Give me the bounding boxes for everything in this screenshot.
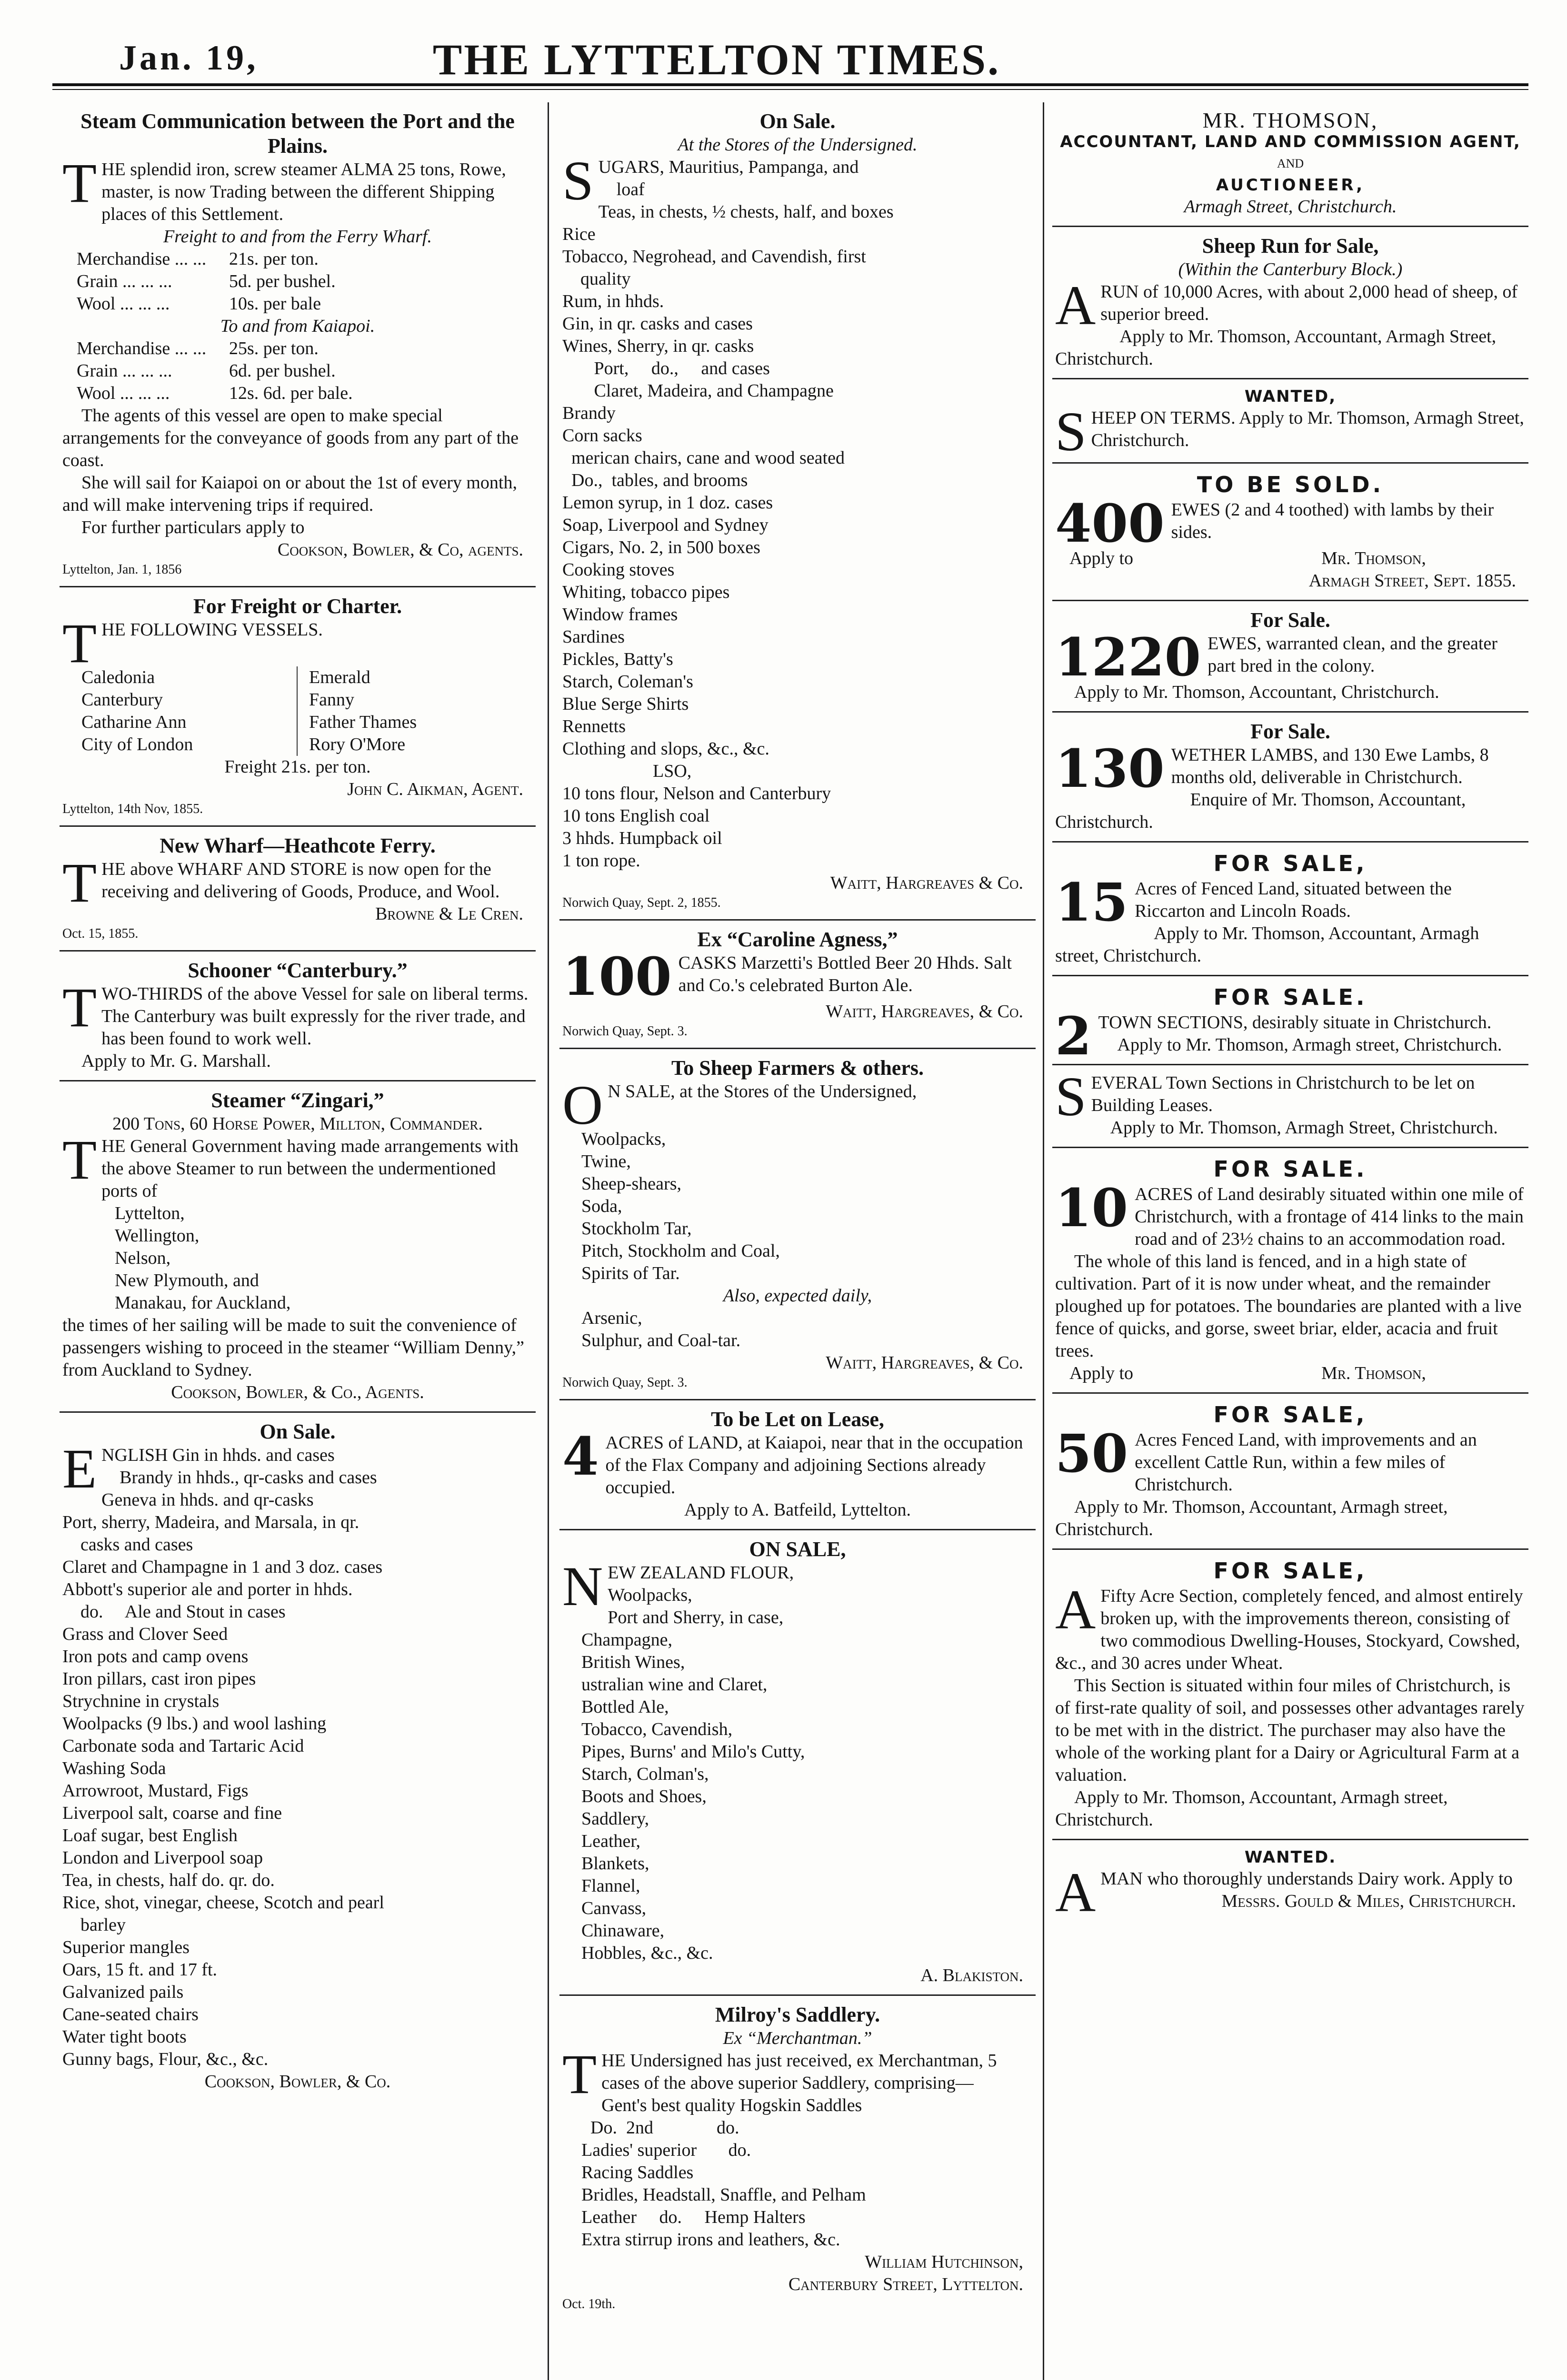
ad-signature: Cookson, Bowler, & Co., Agents.: [171, 1382, 424, 1402]
big-number: 400: [1055, 493, 1165, 554]
ad-mr-thomson: MR. THOMSON, ACCOUNTANT, LAND AND COMMISSION AGENT, AND AUCTIONEER, Armagh Street, Christchurch.: [1052, 102, 1528, 227]
ad-signature: Cookson, Bowler, & Co.: [204, 2072, 391, 2092]
ad-subheading: At the Stores of the Undersigned.: [678, 135, 918, 155]
ad-date: Norwich Quay, Sept. 3.: [562, 1375, 688, 1390]
goods-list: Woolpacks, Twine, Sheep-shears, Soda, Stockholm Tar, Pitch, Stockholm and Coal, Spirits of Tar.: [581, 1129, 780, 1283]
goods-list: UGARS, Mauritius, Pampanga, and loaf Teas, in chests, ½ chests, half, and boxes Rice Tobacco, Negrohead, and Cavendish, first quality Rum, in hhds. Gin, in qr. casks and cases Wines, Sherry, in qr. casks Port, do., and cases Claret, Madeira, and Champagne Brandy Corn sacks merican chairs, cane and wood seated Do., tables, and brooms Lemon syrup, in 1 doz. cases Soap, Liverpool and Sydney Cigars, No. 2, in 500 boxes Cooking stoves Whiting, tobacco pipes Window frames Sardines Pickles, Batty's Starch, Coleman's Blue Serge Shirts Rennetts Clothing and slops, &c., &c. LSO, 10 tons flour, Nelson and Canterbury 10 tons English coal 3 hhds. Humpback oil 1 ton rope.: [562, 157, 894, 871]
big-number: 10: [1055, 1177, 1128, 1239]
ad-heading: FOR SALE,: [1213, 851, 1367, 876]
ad-apply: Apply to A. Batfeild, Lyttelton.: [684, 1500, 911, 1520]
ad-sheep-farmers: To Sheep Farmers & others. O N SALE, at the Stores of the Undersigned, Woolpacks, Twine, Sheep-shears, Soda, Stockholm Tar, Pitch, Stockholm and Coal, Spirits of Tar. Also, expected daily, Arsenic, Sulphur, and Coal-tar. Waitt, Hargreaves, & Co. Norwich Quay, Sept. 3.: [559, 1049, 1036, 1400]
drop-cap: T: [62, 852, 97, 914]
ad-signature: Messrs. Gould & Miles, Christchurch.: [1221, 1891, 1516, 1911]
ad-subheading: (Within the Canterbury Block.): [1178, 259, 1403, 279]
ad-date: Norwich Quay, Sept. 3.: [562, 1024, 688, 1039]
drop-cap: N: [562, 1555, 603, 1617]
column-3: [1052, 102, 1528, 2380]
ad-apply: Apply to Mr. Thomson, Armagh street, Christchurch.: [1117, 1035, 1502, 1055]
big-number: 50: [1055, 1423, 1128, 1484]
goods-list: Gent's best quality Hogskin Saddles Do. 2nd do. Ladies' superior do. Racing Saddles Bridles, Headstall, Snaffle, and Pelham Leather do. Hemp Halters Extra stirrup irons and leathers, &c.: [581, 2095, 866, 2250]
ad-body: For further particulars apply to: [81, 517, 305, 537]
ad-heading: WANTED,: [1244, 387, 1337, 406]
port-list: Lyttelton, Wellington, Nelson, New Plymouth, and Manakau, for Auckland,: [115, 1203, 291, 1313]
drop-cap: A: [1055, 274, 1096, 337]
ad-heading: WANTED.: [1244, 1848, 1337, 1867]
big-number: 130: [1055, 738, 1165, 799]
ad-apply: Apply to Mr. Thomson, Accountant, Armagh Street, Christchurch.: [1055, 327, 1497, 369]
goods-list: NGLISH Gin in hhds. and cases Brandy in hhds., qr-casks and cases Geneva in hhds. and qr-casks Port, sherry, Madeira, and Marsala, in qr. casks and cases Claret and Champagne in 1 and 3 doz. cases Abbott's superior ale and porter in hhds. do. Ale and Stout in cases Grass and Clover Seed Iron pots and camp ovens Iron pillars, cast iron pipes Strychnine in crystals Woolpacks (9 lbs.) and wool lashing Carbonate soda and Tartaric Acid Washing Soda Arrowroot, Mustard, Figs Liverpool salt, coarse and fine Loaf sugar, best English London and Liverpool soap Tea, in chests, half do. qr. do. Rice, shot, vinegar, cheese, Scotch and pearl barley Superior mangles Oars, 15 ft. and 17 ft. Galvanized pails Cane-seated chairs Water tight boots Gunny bags, Flour, &c., &c.: [62, 1445, 384, 2069]
ad-heading: FOR SALE,: [1213, 1558, 1367, 1584]
ad-signature: Waitt, Hargreaves & Co.: [830, 873, 1023, 893]
ad-address: Canterbury Street, Lyttelton.: [788, 2274, 1023, 2294]
big-number: 1220: [1055, 626, 1201, 688]
ad-subheading: ACCOUNTANT, LAND AND COMMISSION AGENT,: [1060, 132, 1521, 151]
ad-heading: MR. THOMSON,: [1202, 108, 1378, 132]
ad-apply: Apply to Mr. G. Marshall.: [81, 1051, 271, 1071]
ad-heading: FOR SALE,: [1213, 1402, 1367, 1428]
ad-wether-lambs: For Sale. 130 WETHER LAMBS, and 130 Ewe Lambs, 8 months old, deliverable in Christchurch. Enquire of Mr. Thomson, Accountant, Christchurch.: [1052, 713, 1528, 843]
ad-let-on-lease: To be Let on Lease, 4 ACRES of LAND, at Kaiapoi, near that in the occupation of the Flax Company and adjoining Sections already occupied. Apply to A. Batfeild, Lyttelton.: [559, 1400, 1036, 1530]
ad-ewes: For Sale. 1220 EWES, warranted clean, and the greater part bred in the colony. Apply to Mr. Thomson, Accountant, Christchurch.: [1052, 601, 1528, 713]
big-number: 4: [562, 1426, 599, 1487]
drop-cap: T: [562, 2043, 597, 2105]
ad-signature: A. Blakiston.: [920, 1965, 1023, 1985]
ad-heading: New Wharf—Heathcote Ferry.: [160, 834, 436, 857]
drop-cap: S: [1055, 400, 1087, 463]
big-number: 2: [1055, 1005, 1092, 1067]
ad-heading: Steamer “Zingari,”: [211, 1089, 384, 1112]
ad-signature: Waitt, Hargreaves, & Co.: [826, 1353, 1023, 1373]
ad-apply: Apply to Mr. Thomson, Accountant, Christchurch.: [1074, 682, 1439, 702]
ad-new-wharf: New Wharf—Heathcote Ferry. THE above WHARF AND STORE is now open for the receiving and delivering of Goods, Produce, and Wool. Browne & Le Cren. Oct. 15, 1855.: [60, 827, 536, 952]
column-1: [60, 102, 536, 2380]
masthead-rule-thin: [52, 89, 1528, 90]
rate-table: Merchandise ... ... 21s. per ton. Grain ... ... ... 5d. per bushel. Wool ... ... ... 10s. per bale: [77, 249, 336, 314]
ad-heading: Milroy's Saddlery.: [715, 2003, 880, 2026]
ad-acres-10: FOR SALE. 10 ACRES of Land desirably situated within one mile of Christchurch, with a frontage of 414 links to the main road and of 23½ chains to an accommodation road. The whole of this land is fenced, and in a high state of cultivation. Part of it is now under wheat, and the remainder ploughed up for potatoes. The boundaries are planted with a live fence of quicks, and gorse, sweet briar, elder, acacia and fruit trees. Apply to Mr. Thomson,: [1052, 1148, 1528, 1394]
drop-cap: A: [1055, 1861, 1096, 1924]
ad-heading: On Sale.: [260, 1420, 336, 1443]
ad-heading: Ex “Caroline Agness,”: [697, 928, 898, 951]
newspaper-title: THE LYTTELTON TIMES.: [432, 35, 1001, 84]
ad-date: Oct. 15, 1855.: [62, 926, 139, 941]
drop-cap: A: [1055, 1578, 1096, 1641]
ad-heading: FOR SALE.: [1213, 984, 1367, 1010]
ad-steam-communication: [60, 102, 536, 587]
ad-heading: Schooner “Canterbury.”: [188, 959, 408, 982]
ad-body: The whole of this land is fenced, and in a high state of cultivation. Part of it is now under wheat, and the remainder ploughed up for potatoes. The boundaries are planted with a live fence of quicks, and gorse, sweet briar, elder, acacia and fruit trees.: [1055, 1251, 1522, 1361]
column-2: [559, 102, 1036, 2380]
drop-cap: T: [62, 152, 97, 214]
drop-cap: S: [1055, 1065, 1087, 1128]
ad-subheading: Also, expected daily,: [723, 1286, 872, 1306]
ad-date: Lyttelton, 14th Nov, 1855.: [62, 802, 203, 816]
freight-rate: Freight 21s. per ton.: [224, 757, 371, 777]
ad-on-sale-cookson: [60, 1413, 536, 2101]
ad-address: Armagh Street, Christchurch.: [1184, 197, 1397, 217]
masthead: [52, 24, 1381, 84]
column-divider: [548, 102, 549, 2380]
ad-apply: Enquire of Mr. Thomson, Accountant, Christchurch.: [1055, 790, 1466, 832]
ad-acres-50: FOR SALE, 50 Acres Fenced Land, with improvements and an excellent Cattle Run, within a few miles of Christchurch. Apply to Mr. Thomson, Accountant, Armagh street, Christchurch.: [1052, 1394, 1528, 1550]
column-divider: [1043, 102, 1044, 2380]
ad-date: Norwich Quay, Sept. 2, 1855.: [562, 895, 721, 910]
ad-date: Lyttelton, Jan. 1, 1856: [62, 562, 182, 577]
ad-subheading: AUCTIONEER,: [1216, 176, 1365, 195]
ad-caroline-agness: Ex “Caroline Agness,” 100 CASKS Marzetti's Bottled Beer 20 Hhds. Salt and Co.'s celebrated Burton Ale. Waitt, Hargreaves, & Co. Norwich Quay, Sept. 3.: [559, 921, 1036, 1049]
drop-cap: T: [62, 612, 97, 674]
ad-heading: For Freight or Charter.: [193, 595, 402, 618]
ad-several-sections: SEVERAL Town Sections in Christchurch to be let on Building Leases. Apply to Mr. Thomson, Armagh Street, Christchurch.: [1052, 1065, 1528, 1148]
big-number: 15: [1055, 872, 1128, 933]
ad-steamer-zingari: Steamer “Zingari,” 200 Tons, 60 Horse Power, Millton, Commander. THE General Government having made arrangements with the above Steamer to run between the undermentioned ports of Lyttelton, Wellington, Nelson, New Plymouth, and Manakau, for Auckland, the times of her sailing will be made to suit the convenience of passengers wishing to proceed in the steamer “William Denny,” from Auckland to Sydney. Cookson, Bowler, & Co., Agents.: [60, 1081, 536, 1413]
ad-heading: To be Let on Lease,: [711, 1408, 884, 1431]
ad-apply: Apply to Mr. Thomson, Armagh Street, Christchurch.: [1110, 1118, 1498, 1138]
rate-table: Merchandise ... ... 25s. per ton. Grain ... ... ... 6d. per bushel. Wool ... ... ... 12s. 6d. per bale.: [77, 338, 353, 403]
ad-body: The agents of this vessel are open to make special arrangements for the conveyance of goods from any part of the coast.: [62, 406, 519, 470]
ad-heading: On Sale.: [759, 109, 836, 133]
ad-heading: For Sale.: [1250, 720, 1330, 743]
freight-subhead: To and from Kaiapoi.: [220, 316, 375, 336]
ad-heading: Steam Communication between the Port and the Plains.: [80, 109, 515, 158]
ad-apply: Apply to Mr. Thomson, Accountant, Armagh street, Christchurch.: [1055, 1497, 1448, 1539]
ad-signature: William Hutchinson,: [865, 2252, 1023, 2272]
vessel-list: Caledonia Emerald Canterbury Fanny Catharine Ann Father Thames City of London Rory O'More: [62, 666, 533, 756]
ad-address: Armagh Street, Sept. 1855.: [1308, 571, 1516, 591]
ad-fifty-acre-section: FOR SALE, A Fifty Acre Section, completely fenced, and almost entirely broken up, with the improvements thereon, consisting of two commodious Dwelling-Houses, Stockyard, Cowshed, &c., and 30 acres under Wheat. This Section is situated within four miles of Christchurch, is of first-rate quality of soil, and possesses other advantages rarely to be met with in the district. The purchaser may also have the whole of the working plant for a Dairy or Agricultural Farm at a valuation. Apply to Mr. Thomson, Accountant, Armagh street, Christchurch.: [1052, 1550, 1528, 1840]
ad-body: THE splendid iron, screw steamer ALMA 25 tons, Rowe, master, is now Trading between the different Shipping places of this Settlement.: [62, 152, 506, 224]
ad-apply: Apply to Mr. Thomson, Accountant, Armagh street, Christchurch.: [1055, 1787, 1448, 1830]
drop-cap: O: [562, 1074, 603, 1136]
ad-subheading: Ex “Merchantman.”: [723, 2028, 872, 2048]
ad-heading: ON SALE,: [749, 1537, 846, 1561]
drop-cap: T: [62, 1129, 97, 1191]
ad-town-sections: FOR SALE. 2 TOWN SECTIONS, desirably situate in Christchurch. Apply to Mr. Thomson, Armagh street, Christchurch.: [1052, 976, 1528, 1065]
drop-cap: S: [562, 149, 594, 212]
ad-heading: For Sale.: [1250, 608, 1330, 632]
ad-apply: Apply to Mr. Thomson, Accountant, Armagh street, Christchurch.: [1055, 923, 1479, 966]
ad-heading: Sheep Run for Sale,: [1202, 234, 1379, 258]
ad-heading: FOR SALE.: [1213, 1156, 1367, 1182]
freight-subhead: Freight to and from the Ferry Wharf.: [163, 227, 432, 247]
ad-nz-flour: ON SALE, NEW ZEALAND FLOUR, Woolpacks, Port and Sherry, in case, Champagne, British Wines, ustralian wine and Claret, Bottled Ale, Tobacco, Cavendish, Pipes, Burns' and Milo's Cutty, Starch, Colman's, Boots and Shoes, Saddlery, Leather, Blankets, Flannel, Canvass, Chinaware, Hobbles, &c., &c. A. Blakiston.: [559, 1530, 1036, 1996]
ad-subheading: 200 Tons, 60 Horse Power, Millton, Commander.: [112, 1114, 483, 1134]
ad-fenced-land-15: FOR SALE, 15 Acres of Fenced Land, situated between the Riccarton and Lincoln Roads. Apply to Mr. Thomson, Accountant, Armagh street, Christchurch.: [1052, 843, 1528, 976]
ad-wanted-sheep: WANTED, SHEEP ON TERMS. Apply to Mr. Thomson, Armagh Street, Christchurch.: [1052, 379, 1528, 464]
drop-cap: T: [62, 976, 97, 1039]
ad-date: Oct. 19th.: [562, 2297, 616, 2311]
ad-signature: Waitt, Hargreaves, & Co.: [826, 1002, 1023, 1021]
ad-sheep-run: Sheep Run for Sale, (Within the Canterbury Block.) ARUN of 10,000 Acres, with about 2,000 head of sheep, of superior breed. Apply to Mr. Thomson, Accountant, Armagh Street, Christchurch.: [1052, 227, 1528, 379]
masthead-rule: [52, 83, 1528, 86]
ad-heading: TO BE SOLD.: [1197, 472, 1384, 497]
drop-cap: E: [62, 1438, 97, 1500]
issue-date: Jan. 19,: [119, 39, 259, 78]
ad-to-be-sold: TO BE SOLD. 400 EWES (2 and 4 toothed) with lambs by their sides. Apply to Mr. Thomson, Armagh Street, Sept. 1855.: [1052, 464, 1528, 601]
big-number: 100: [562, 946, 672, 1007]
ad-schooner: Schooner “Canterbury.” TWO-THIRDS of the above Vessel for sale on liberal terms. The Canterbury was built expressly for the river trade, and has been found to work well. Apply to Mr. G. Marshall.: [60, 952, 536, 1081]
ad-freight-charter: For Freight or Charter. THE FOLLOWING VESSELS. Caledonia Emerald Canterbury Fanny Catharine Ann Father Thames City of London Rory O'More Freight 21s. per ton. John C. Aikman, Agent. Lyttelton, 14th Nov, 1855.: [60, 587, 536, 827]
ad-body: the times of her sailing will be made to suit the convenience of passengers wishing to proceed in the steamer “William Denny,” from Auckland to Sydney.: [62, 1315, 524, 1380]
ad-milroys-saddlery: Milroy's Saddlery. Ex “Merchantman.” THE Undersigned has just received, ex Merchantman, 5 cases of the above superior Saddlery, comprising— Gent's best quality Hogskin Saddles Do. 2nd do. Ladies' superior do. Racing Saddles Bridles, Headstall, Snaffle, and Pelham Leather do. Hemp Halters Extra stirrup irons and leathers, &c. William Hutchinson, Canterbury Street, Lyttelton. Oct. 19th.: [559, 1996, 1036, 2320]
ad-on-sale-waitt: [559, 102, 1036, 921]
ad-heading: To Sheep Farmers & others.: [671, 1056, 924, 1080]
goods-list: Woolpacks, Port and Sherry, in case, Champagne, British Wines, ustralian wine and Claret, Bottled Ale, Tobacco, Cavendish, Pipes, Burns' and Milo's Cutty, Starch, Colman's, Boots and Shoes, Saddlery, Leather, Blankets, Flannel, Canvass, Chinaware, Hobbles, &c., &c.: [581, 1585, 805, 1963]
ad-signature: Browne & Le Cren.: [375, 904, 523, 924]
ad-wanted-dairy: WANTED. AMAN who thoroughly understands Dairy work. Apply to Messrs. Gould & Miles, Christchurch.: [1052, 1840, 1528, 1920]
ad-signature: Cookson, Bowler, & Co, agents.: [277, 540, 523, 560]
ad-body: This Section is situated within four miles of Christchurch, is of first-rate quality of soil, and possesses other advantages rarely to be met with in the district. The purchaser may also have the whole of the working plant for a Dairy or Agricultural Farm at a valuation.: [1055, 1676, 1525, 1785]
ad-signature: John C. Aikman, Agent.: [347, 779, 523, 799]
ad-body: She will sail for Kaiapoi on or about the 1st of every month, and will make intervening trips if required.: [62, 473, 517, 515]
goods-list: Arsenic, Sulphur, and Coal-tar.: [581, 1308, 741, 1350]
